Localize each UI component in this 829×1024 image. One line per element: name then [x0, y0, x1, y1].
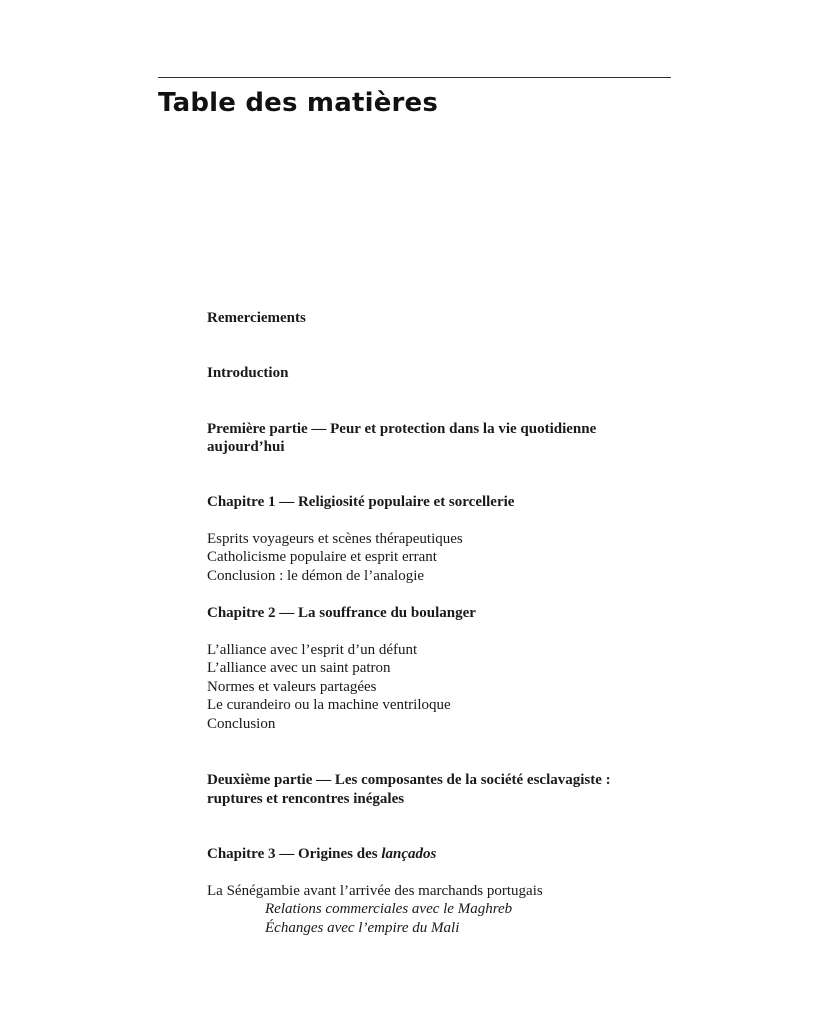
toc-entry-introduction[interactable]: Introduction — [207, 365, 289, 381]
toc-chapter1-title[interactable]: Chapitre 1 — Religiosité populaire et sorcellerie — [207, 494, 515, 510]
header-rule — [158, 77, 671, 78]
toc-section[interactable]: Catholicisme populaire et esprit errant — [207, 549, 437, 565]
toc-section[interactable]: Conclusion : le démon de l’analogie — [207, 568, 425, 584]
toc-subsection[interactable]: Échanges avec l’empire du Mali — [265, 920, 460, 936]
toc-part2-title-line2[interactable]: ruptures et rencontres inégales — [207, 791, 405, 807]
toc-part1-title-line2[interactable]: aujourd’hui — [207, 439, 285, 455]
toc-entry-remerciements[interactable]: Remerciements — [207, 310, 306, 326]
toc-section[interactable]: Le curandeiro ou la machine ventriloque — [207, 697, 451, 713]
toc-section[interactable]: Esprits voyageurs et scènes thérapeutiques — [207, 531, 463, 547]
toc-chapter3-title[interactable] — [207, 845, 436, 863]
toc-chapter2-title[interactable]: Chapitre 2 — La souffrance du boulanger — [207, 605, 476, 621]
toc-section[interactable]: L’alliance avec l’esprit d’un défunt — [207, 642, 418, 658]
toc-section[interactable]: Conclusion — [207, 716, 276, 732]
toc-chapter3-title-prefix: Chapitre 3 — Origines des — [207, 846, 382, 862]
toc-section[interactable]: Normes et valeurs partagées — [207, 679, 377, 695]
toc-part2-title-line1[interactable]: Deuxième partie — Les composantes de la société esclavagiste : — [207, 772, 611, 788]
toc-subsection[interactable]: Relations commerciales avec le Maghreb — [265, 901, 513, 917]
toc-section[interactable]: L’alliance avec un saint patron — [207, 660, 391, 676]
toc-section[interactable]: La Sénégambie avant l’arrivée des marchands portugais — [207, 883, 543, 899]
toc-chapter3-title-italic: lançados — [381, 846, 437, 862]
page-title: Table des matières — [158, 88, 439, 118]
toc-part1-title-line1[interactable]: Première partie — Peur et protection dans la vie quotidienne — [207, 421, 597, 437]
